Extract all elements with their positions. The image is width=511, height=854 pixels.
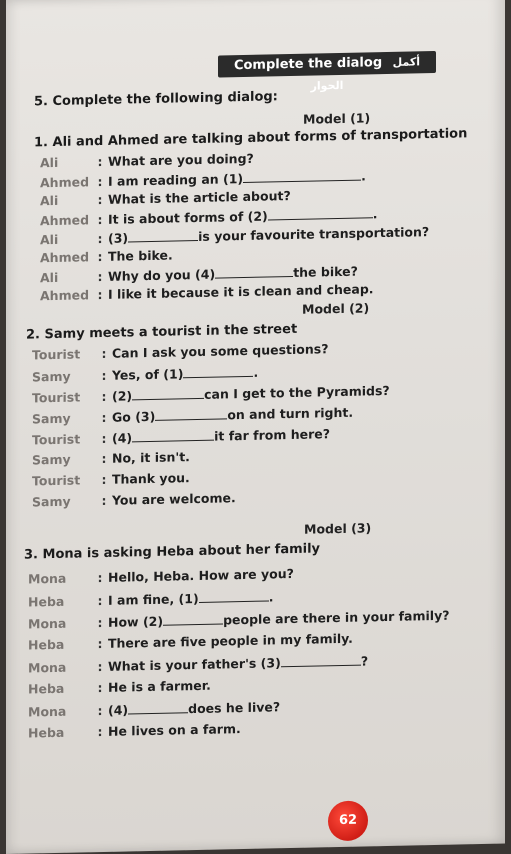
dialog-text: Why do you (4)	[108, 266, 216, 284]
dialog-text-after: .	[253, 364, 259, 380]
dialog-text: What are you doing?	[108, 150, 254, 169]
speaker: Samy	[32, 410, 71, 427]
dialog-text: No, it isn't.	[112, 449, 190, 466]
dialog-text: What is the article about?	[108, 188, 291, 207]
dialog-text: Thank you.	[112, 470, 190, 487]
speaker: Tourist	[32, 472, 81, 489]
speaker: Ahmed	[40, 287, 90, 304]
dialog-text: Can I ask you some questions?	[112, 341, 329, 361]
answer-blank[interactable]	[132, 386, 204, 401]
dialog-text: (2)	[112, 388, 133, 404]
dialog-text: What is your father's (3)	[108, 655, 281, 674]
banner-title-arabic: أكمل الحوار	[310, 55, 421, 93]
bleed-through-text	[306, 0, 426, 10]
dialog-text: Yes, of (1)	[112, 366, 184, 383]
speaker: Heba	[28, 593, 65, 610]
speaker: Heba	[28, 680, 65, 697]
dialog-text-after: .	[268, 589, 274, 605]
answer-blank[interactable]	[128, 700, 188, 714]
answer-blank[interactable]	[199, 588, 269, 602]
dialog-text: He lives on a farm.	[108, 721, 241, 739]
speaker: Ali	[40, 231, 59, 248]
dialog-line: Ali : What is the article about?	[40, 188, 291, 209]
instruction: 5. Complete the following dialog:	[34, 89, 278, 110]
dialog-line: Tourist : Thank you.	[32, 470, 190, 489]
speaker: Mona	[28, 570, 67, 587]
dialog-text: You are welcome.	[112, 490, 236, 508]
dialog-line: Samy : Yes, of (1) .	[32, 364, 259, 385]
dialog-line: Mona : What is your father's (3) ?	[28, 653, 369, 676]
dialog-line: Heba : I am fine, (1) .	[28, 589, 274, 610]
answer-blank[interactable]	[243, 168, 361, 183]
answer-blank[interactable]	[183, 364, 253, 378]
model2-title: Model (2)	[302, 300, 370, 317]
dialog-text-after: ?	[360, 653, 369, 669]
speaker: Heba	[28, 636, 65, 653]
speaker: Mona	[28, 703, 67, 720]
dialog-line: Heba : He lives on a farm.	[28, 721, 241, 741]
speaker: Ali	[40, 154, 59, 171]
dialog-line: Samy : Go (3) on and turn right.	[32, 404, 354, 427]
dialog-text-after: is your favourite transportation?	[198, 224, 430, 244]
dialog-line: Samy : You are welcome.	[32, 490, 236, 510]
dialog-line: Mona : How (2) people are there in your family?	[28, 607, 450, 632]
dialog-line: Heba : He is a farmer.	[28, 677, 211, 697]
dialog-text-after: can I get to the Pyramids?	[204, 382, 390, 402]
dialog-text-after: it far from here?	[214, 426, 330, 444]
answer-blank[interactable]	[128, 228, 198, 242]
speaker: Samy	[32, 368, 71, 385]
dialog-line: Ali : Why do you (4) the bike?	[40, 263, 358, 286]
answer-blank[interactable]	[215, 264, 293, 279]
dialog-text: I am fine, (1)	[108, 590, 199, 608]
dialog-text-after: .	[361, 168, 366, 184]
speaker: Tourist	[32, 346, 81, 363]
worksheet-page	[6, 0, 505, 854]
dialog-text-after: .	[372, 206, 378, 222]
speaker: Mona	[28, 615, 67, 632]
speaker: Tourist	[32, 389, 81, 406]
answer-blank[interactable]	[163, 611, 223, 625]
dialog-text: (4)	[112, 430, 133, 446]
speaker: Ahmed	[40, 212, 90, 229]
banner-title: Complete the dialog	[233, 55, 383, 74]
dialog-line: Tourist : (2) can I get to the Pyramids?	[32, 382, 390, 406]
answer-blank[interactable]	[132, 428, 214, 443]
model3-scenario: 3. Mona is asking Heba about her family	[24, 541, 321, 563]
dialog-line: Heba : There are five people in my family.	[28, 630, 353, 653]
speaker: Heba	[28, 724, 65, 741]
speaker: Ali	[40, 192, 59, 209]
speaker: Samy	[32, 493, 71, 510]
speaker: Tourist	[32, 431, 81, 448]
section-banner	[218, 51, 436, 93]
dialog-text: He is a farmer.	[108, 677, 211, 695]
speaker: Ahmed	[40, 249, 90, 266]
dialog-line: Ali : (3) is your favourite transportation?	[40, 224, 430, 248]
page-number: 62	[338, 812, 358, 829]
speaker: Ahmed	[40, 174, 90, 191]
answer-blank[interactable]	[268, 205, 373, 220]
dialog-line: Mona : (4) does he live?	[28, 699, 281, 720]
dialog-text: I am reading an (1)	[108, 171, 244, 189]
dialog-text: I like it because it is clean and cheap.	[108, 281, 374, 302]
dialog-text-after: people are there in your family?	[223, 607, 450, 628]
dialog-line: Ahmed : The bike.	[40, 247, 173, 266]
page-number-badge	[328, 800, 368, 841]
dialog-line: Ahmed : I like it because it is clean and cheap.	[40, 281, 374, 304]
dialog-text: (4)	[108, 702, 129, 718]
dialog-text: There are five people in my family.	[108, 630, 353, 651]
dialog-line: Samy : No, it isn't.	[32, 449, 190, 468]
dialog-line: Mona : Hello, Heba. How are you?	[28, 565, 294, 587]
dialog-text-after: the bike?	[293, 263, 358, 280]
speaker: Ali	[40, 269, 59, 286]
dialog-text: Hello, Heba. How are you?	[108, 565, 294, 585]
model3-title: Model (3)	[304, 520, 372, 537]
speaker: Mona	[28, 659, 67, 676]
dialog-line: Tourist : Can I ask you some questions?	[32, 341, 329, 363]
model2-scenario: 2. Samy meets a tourist in the street	[26, 321, 298, 343]
dialog-line: Ahmed : I am reading an (1) .	[40, 168, 366, 191]
dialog-text-after: does he live?	[188, 699, 281, 717]
speaker: Samy	[32, 451, 71, 468]
dialog-text: (3)	[108, 230, 129, 246]
model1-scenario: 1. Ali and Ahmed are talking about forms of transportation	[34, 126, 468, 151]
answer-blank[interactable]	[281, 653, 361, 668]
dialog-line: Tourist : (4) it far from here?	[32, 426, 330, 448]
dialog-text: It is about forms of (2)	[108, 208, 268, 227]
dialog-line: Ahmed : It is about forms of (2) .	[40, 206, 378, 229]
model1-title: Model (1)	[303, 110, 371, 127]
dialog-text-after: on and turn right.	[227, 404, 354, 423]
dialog-text: The bike.	[108, 247, 173, 264]
answer-blank[interactable]	[155, 406, 227, 421]
dialog-line: Ali : What are you doing?	[40, 150, 254, 171]
dialog-text: How (2)	[108, 613, 164, 630]
dialog-text: Go (3)	[112, 408, 156, 425]
